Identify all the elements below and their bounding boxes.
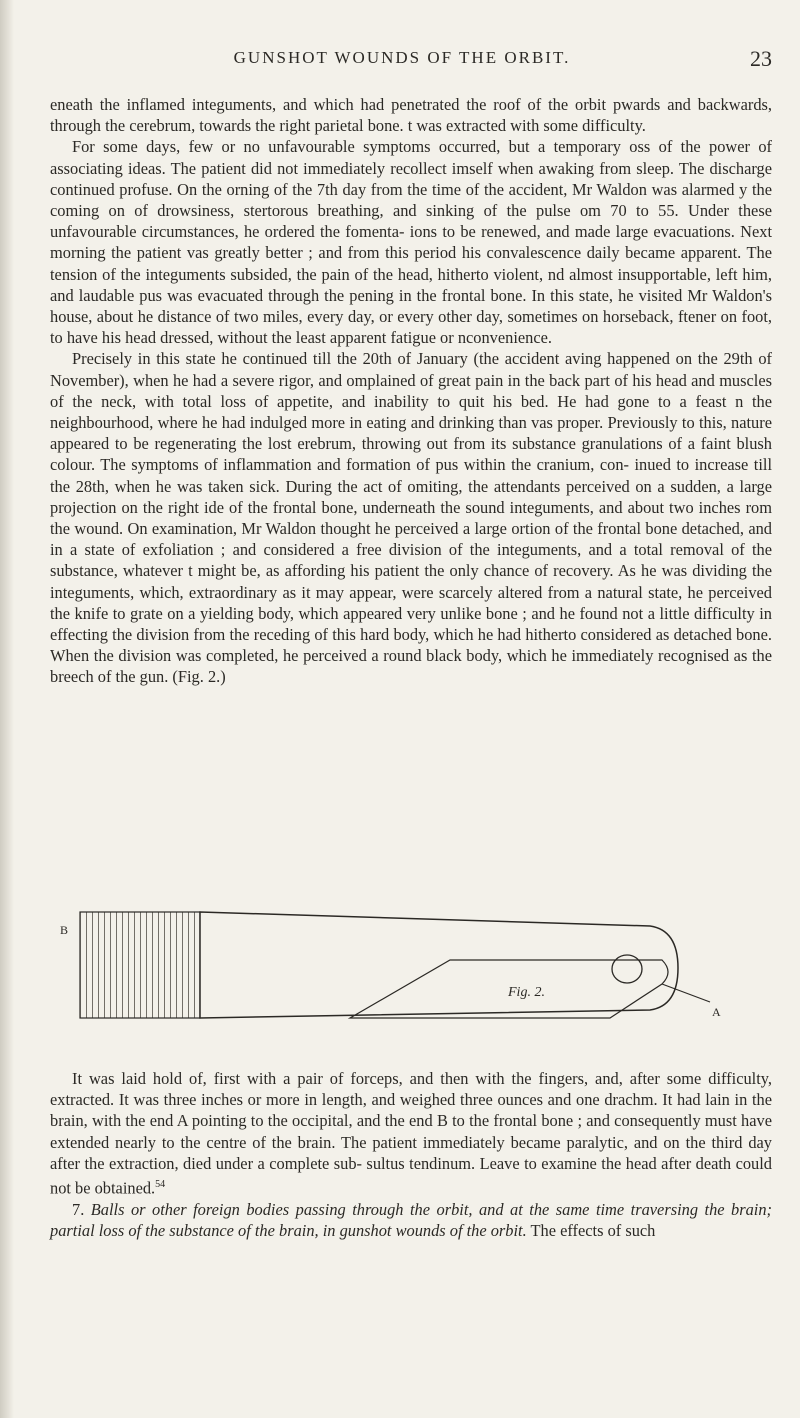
breech-body — [200, 912, 678, 1018]
paragraph-3: Precisely in this state he continued till the 20th of January (the accident aving happened on the 29th of November), when he had a severe rigor, and omplained of great pain in the back part of his head and muscles of the neck, with total loss of appetite, and inability to quit his bed. He had gone to a feast n the neighbourhood, where he had indulged more in eating and drinking than vas proper. Previously to this, nature appeared to be regenerating the lost erebrum, throwing out from its substance granulations of a faint blush colour. The symptoms of inflammation and formation of pus within the cranium, con- inued to increase till the 28th, when he was taken sick. During the act of omiting, the attendants perceived on a sudden, a large projection on the right ide of the frontal bone, underneath the sound integuments, and about two inches rom the wound. On examination, Mr Waldon thought he perceived a large ortion of the frontal bone detached, and in a state of exfoliation ; and considered a free division of the integuments, and a total removal of the substance, whatever t might be, as affording his patient the only chance of recovery. As he was dividing the integuments, which, extraordinary as it may appear, were scarcely altered from a natural state, he perceived the knife to grate on a yielding body, which appeared very unlike bone ; and he found not a little difficulty in effecting the division from the receding of this hard body, which he had hitherto considered as detached bone. When the division was completed, he perceived a round black body, which he immediately recognised as the breech of the gun. (Fig. 2.) — [50, 349, 772, 687]
page-gutter-shadow — [0, 0, 14, 1418]
section-trailing: The effects of such — [526, 1220, 656, 1240]
figure-gun-breech — [50, 868, 772, 1068]
gun-breech-illustration — [50, 868, 772, 1068]
figure-label: Fig. 2. — [508, 985, 545, 1000]
page-header — [32, 46, 772, 70]
section-heading: Balls or other foreign bodies passing through the orbit, and at the same time traversing the brain; partial loss of the substance of the brain, in gunshot wounds of the orbit. — [50, 1199, 772, 1240]
end-b-label: B — [60, 923, 69, 937]
page-number: 23 — [750, 46, 772, 71]
footnote-ref: 54 — [155, 1179, 166, 1191]
running-head: GUNSHOT WOUNDS OF THE ORBIT. — [233, 48, 571, 67]
body-text — [50, 94, 772, 688]
paragraph-4 — [50, 1068, 772, 1199]
section-number: 7. — [72, 1199, 85, 1219]
threaded-end — [80, 912, 200, 1018]
paragraph-4-text: It was laid hold of, first with a pair of forceps, and then with the fingers, and, after some difficulty, extracted. It was three inches or more in length, and weighed three ounces and one drachm. It had lain in the brain, with the end A pointing to the occipital, and the end B to the frontal bone ; and consequently must have extended nearly to the centre of the brain. The patient immediately became paralytic, and on the third day after the extraction, died under a complete sub- sultus tendinum. Leave to examine the head after death could not be obtained. — [50, 1069, 772, 1198]
paragraph-2: For some days, few or no unfavourable symptoms occurred, but a temporary oss of the power of associating ideas. The patient did not immediately recollect imself when awaking from sleep. The discharge continued profuse. On the orning of the 7th day from the time of the accident, Mr Waldon was alarmed y the coming on of drowsiness, stertorous breathing, and sinking of the pulse om 70 to 55. Under these unfavourable circumstances, he ordered the fomenta- ions to be renewed, and made large evacuations. Next morning the patient vas greatly better ; and from this period his convalescence daily became apparent. The tension of the integuments subsided, the pain of the head, hitherto violent, nd almost insupportable, left him, and laudable pus was evacuated through the pening in the frontal bone. In this state, he visited Mr Waldon's house, about he distance of two miles, every day, or every other day, sometimes on horseback, ftener on foot, to have his head dressed, without the least apparent fatigue or nconvenience. — [50, 137, 772, 348]
end-a-label: A — [712, 1005, 721, 1019]
paragraph-1: eneath the inflamed integuments, and which had penetrated the roof of the orbit pwards and backwards, through the cerebrum, towards the right parietal bone. t was extracted with some difficulty. — [50, 95, 772, 136]
lower-text — [50, 1068, 772, 1241]
section-paragraph — [50, 1199, 772, 1241]
